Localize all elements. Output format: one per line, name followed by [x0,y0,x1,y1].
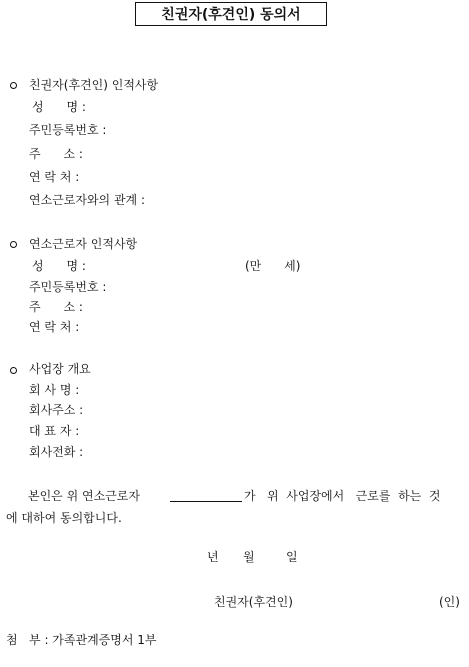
consent-line1-part1: 본인은 위 연소근로자 [28,489,140,503]
minor-address-label: 주 소 : [29,300,83,314]
minor-id-label: 주민등록번호 : [29,280,107,294]
minor-contact-label: 연 락 처 : [29,320,80,334]
document-title: 친권자(후견인) 동의서 [135,2,327,26]
section2-bullet-icon [10,241,17,248]
section3-bullet-icon [10,367,17,374]
consent-line2: 에 대하여 동의합니다. [6,511,122,525]
minor-age-label: (만 세) [245,259,301,273]
signature-label: 친권자(후견인) [214,595,293,609]
consent-line1-part2: 가 위 사업장에서 근로를 하는 것 [244,489,441,503]
section1-heading: 친권자(후견인) 인적사항 [29,78,159,92]
minor-name-blank [170,501,242,502]
guardian-id-label: 주민등록번호 : [29,123,107,137]
date-month: 월 [243,550,255,564]
minor-name-label: 성 명 : [32,259,86,273]
guardian-contact-label: 연 락 처 : [29,170,80,184]
company-phone-label: 회사전화 : [29,445,84,459]
guardian-relation-label: 연소근로자와의 관계 : [29,193,146,207]
section2-heading: 연소근로자 인적사항 [29,237,138,251]
seal-mark: (인) [439,595,460,609]
date-day: 일 [286,550,298,564]
section1-bullet-icon [10,82,17,89]
company-address-label: 회사주소 : [29,403,84,417]
date-year: 년 [207,550,219,564]
guardian-address-label: 주 소 : [29,147,83,161]
company-name-label: 회 사 명 : [29,383,80,397]
attachment-note: 첨 부 : 가족관계증명서 1부 [6,633,157,647]
section3-heading: 사업장 개요 [29,362,91,376]
ceo-label: 대 표 자 : [29,424,80,438]
guardian-name-label: 성 명 : [32,100,86,114]
